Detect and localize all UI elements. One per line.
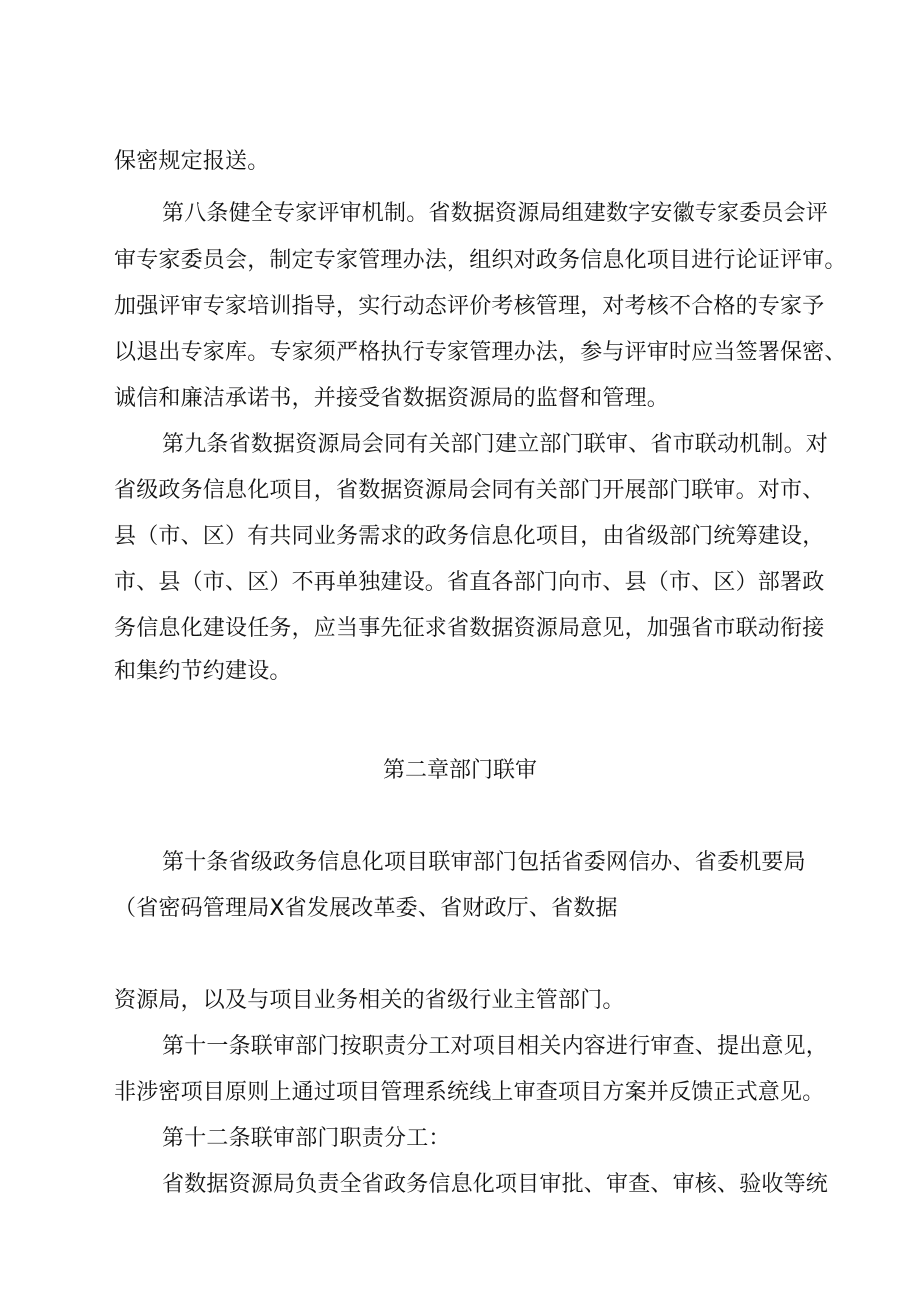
article-11-line-2: 非涉密项目原则上通过项目管理系统线上审查项目方案并反馈正式意见。 — [114, 1080, 825, 1105]
article-9-line-4: 市、县（市、区）不再单独建设。省直各部门向市、县（市、区）部署政 — [114, 570, 825, 595]
article-9-line-3: 县（市、区）有共同业务需求的政务信息化项目，由省级部门统筹建设， — [114, 524, 825, 549]
article-8-line-2: 审专家委员会，制定专家管理办法，组织对政务信息化项目进行论证评审。 — [114, 248, 847, 273]
paragraph-continuation-line: 保密规定报送。 — [114, 149, 270, 174]
article-8-line-4: 以退出专家库。专家须严格执行专家管理办法，参与评审时应当签署保密、 — [114, 340, 847, 365]
article-8-line-5: 诚信和廉洁承诺书，并接受省数据资源局的监督和管理。 — [114, 386, 670, 411]
article-9-line-6: 和集约节约建设。 — [114, 659, 292, 684]
article-9-line-5: 务信息化建设任务，应当事先征求省数据资源局意见，加强省市联动衔接 — [114, 616, 825, 641]
chapter-heading: 第二章部门联审 — [382, 758, 537, 783]
article-10-line-1: 第十条省级政务信息化项目联审部门包括省委网信办、省委机要局 — [162, 850, 806, 875]
article-12-body-line-1: 省数据资源局负责全省政务信息化项目审批、审查、审核、验收等统 — [162, 1172, 829, 1197]
article-9-line-1: 第九条省数据资源局会同有关部门建立部门联审、省市联动机制。对 — [162, 432, 829, 457]
article-10-continuation-line: 资源局，以及与项目业务相关的省级行业主管部门。 — [114, 988, 625, 1013]
article-8-line-1: 第八条健全专家评审机制。省数据资源局组建数字安徽专家委员会评 — [162, 201, 829, 226]
article-8-line-3: 加强评审专家培训指导，实行动态评价考核管理，对考核不合格的专家予 — [114, 294, 825, 319]
article-9-line-2: 省级政务信息化项目，省数据资源局会同有关部门开展部门联审。对市、 — [114, 478, 825, 503]
article-10-line-2: （省密码管理局X省发展改革委、省财政厅、省数据 — [114, 896, 618, 921]
article-12-line-1: 第十二条联审部门职责分工： — [162, 1126, 451, 1151]
article-11-line-1: 第十一条联审部门按职责分工对项目相关内容进行审查、提出意见， — [162, 1034, 829, 1059]
